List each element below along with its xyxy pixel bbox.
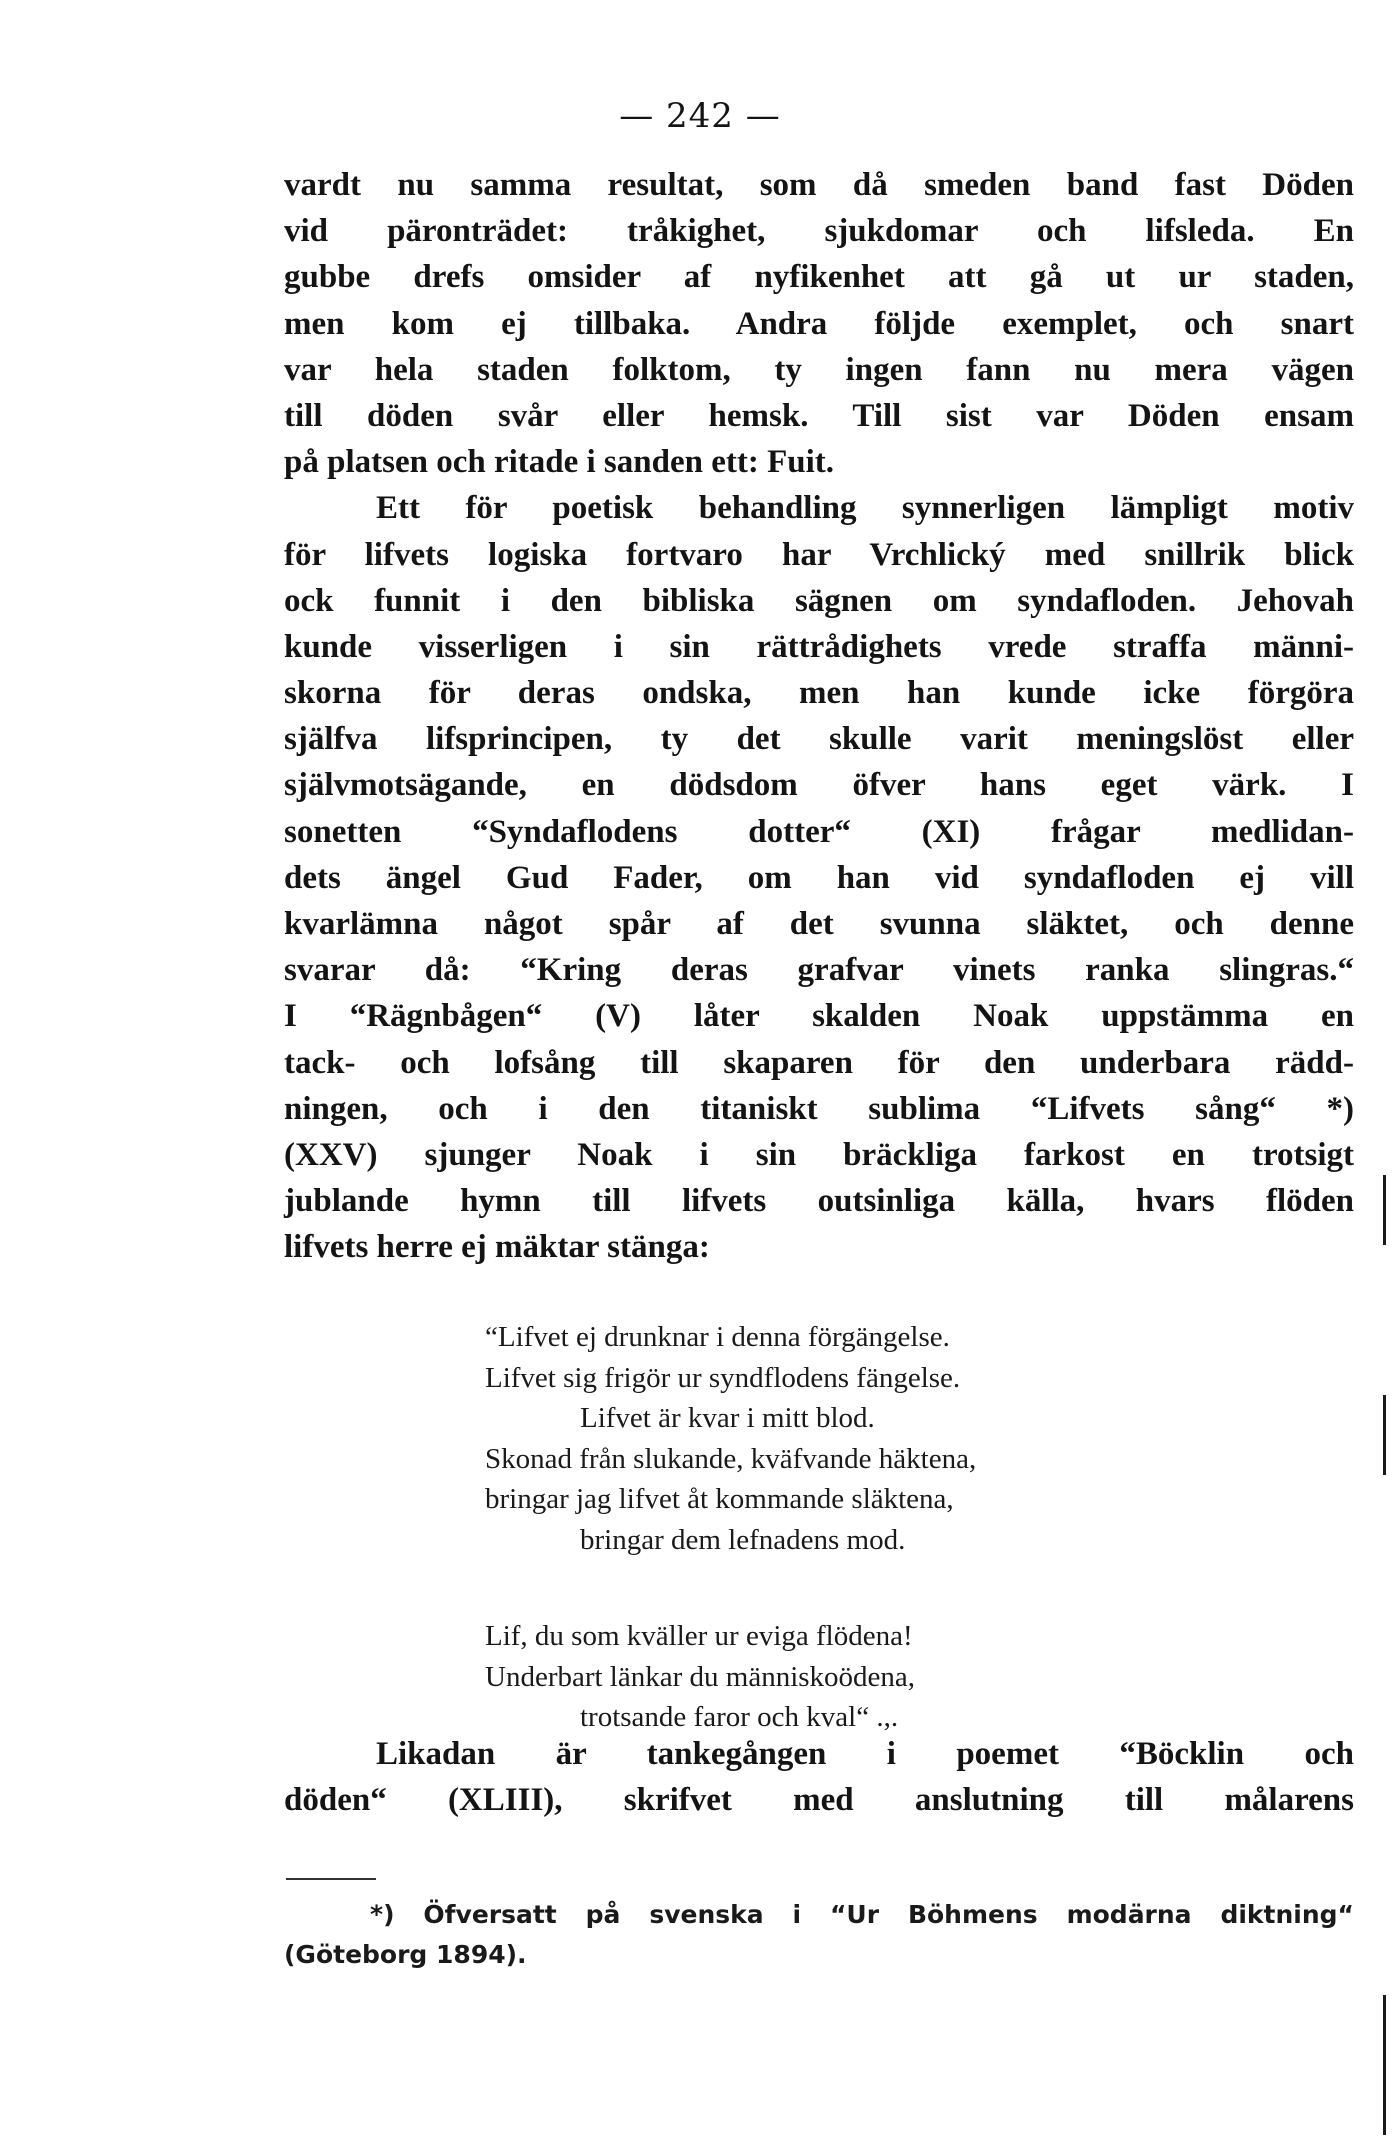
body-line: svarar då: “Kring deras grafvar vinets ranka slingras.“ [284,952,1354,989]
body-line: men kom ej tillbaka. Andra följde exemplet, och snart [284,305,1354,342]
body-line: tack- och lofsång till skaparen för den underbara rädd- [284,1044,1354,1081]
poem-line: bringar jag lifvet åt kommande släktena, [485,1483,954,1515]
footnote-line: (Göteborg 1894). [284,1940,527,1969]
body-line: dets ängel Gud Fader, om han vid syndafloden ej vill [284,859,1354,896]
body-line: till döden svår eller hemsk. Till sist var Döden ensam [284,397,1354,434]
poem-quote [485,1317,1205,1738]
paragraph-start-line: Ett för poetisk behandling synnerligen lämpligt motiv [376,490,1354,527]
page-edge-mark [1383,1175,1386,1245]
footnote [284,1895,1354,1975]
body-line: ningen, och i den titaniskt sublima “Lifvets sång“ *) [284,1090,1354,1127]
poem-line: “Lifvet ej drunknar i denna förgängelse. [485,1321,950,1353]
poem-line: Lifvet sig frigör ur syndflodens fängelse. [485,1361,961,1394]
body-line: vardt nu samma resultat, som då smeden band fast Döden [284,167,1354,203]
footnote-line: *) Öfversatt på svenska i “Ur Böhmens modärna diktning“ [370,1900,1354,1929]
body-text [284,162,1354,1271]
body-line: för lifvets logiska fortvaro har Vrchlický med snillrik blick [284,536,1354,573]
poem-line: Lifvet är kvar i mitt blod. [580,1402,875,1434]
poem-line: Lif, du som kväller ur eviga flödena! [485,1620,913,1652]
page-edge-mark [1383,1395,1386,1475]
body-line: ock funnit i den bibliska sägnen om syndafloden. Jehovah [284,582,1354,619]
body-line: jublande hymn till lifvets outsinliga källa, hvars flöden [284,1183,1354,1220]
body-line: självmotsägande, en dödsdom öfver hans eget värk. I [284,767,1354,804]
poem-line: Skonad från slukande, kväfvande häktena, [485,1442,977,1475]
body-line: själfva lifsprincipen, ty det skulle varit meningslöst eller [284,721,1354,758]
closing-paragraph [284,1731,1354,1823]
body-line: sonetten “Syndaflodens dotter“ (XI) frågar medlidan- [284,813,1354,850]
stanza-gap [485,1560,1205,1616]
body-line: vid päronträdet: tråkighet, sjukdomar och lifsleda. En [284,213,1354,250]
body-line: var hela staden folktom, ty ingen fann nu mera vägen [284,351,1354,388]
footnote-divider [286,1878,376,1880]
body-line: på platsen och ritade i sanden ett: Fuit. [284,444,835,481]
body-line: (XXV) sjunger Noak i sin bräckliga farkost en trotsigt [284,1136,1354,1173]
body-line: gubbe drefs omsider af nyfikenhet att gå ut ur staden, [284,259,1354,296]
poem-line: Underbart länkar du människoödena, [485,1660,916,1693]
body-line: kunde visserligen i sin rättrådighets vrede straffa männi- [284,628,1354,665]
paragraph-start-line: Likadan är tankegången i poemet “Böcklin och [376,1736,1354,1772]
page-number: — 242 — [619,96,781,136]
page-edge-mark [1383,1995,1386,2135]
body-line: kvarlämna något spår af det svunna släktet, och denne [284,906,1354,942]
poem-line: bringar dem lefnadens mod. [580,1523,906,1556]
body-line: skorna för deras ondska, men han kunde icke förgöra [284,675,1354,712]
poem-line: trotsande faror och kval“ .,. [580,1701,899,1733]
body-line: I “Rägnbågen“ (V) låter skalden Noak uppstämma en [284,998,1354,1035]
body-line: döden“ (XLIII), skrifvet med anslutning till målarens [284,1782,1354,1819]
body-line: lifvets herre ej mäktar stänga: [284,1229,710,1266]
